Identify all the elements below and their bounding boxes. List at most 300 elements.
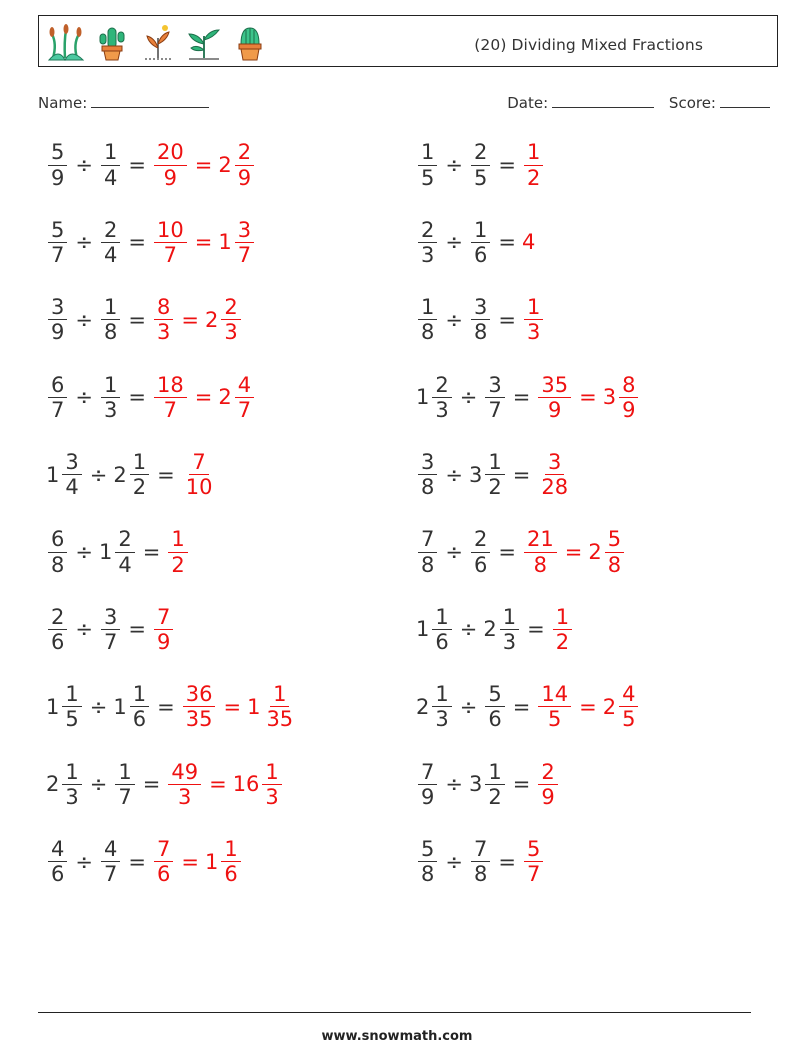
denominator: 8 — [421, 862, 435, 887]
flower-sprout-icon — [137, 22, 179, 62]
denominator: 9 — [548, 397, 562, 422]
fraction — [485, 761, 504, 808]
numerator: 8 — [619, 374, 638, 398]
footer-divider — [38, 1012, 751, 1013]
numerator: 1 — [62, 761, 81, 785]
problem-15 — [46, 677, 298, 737]
divide-sign: ÷ — [75, 385, 93, 410]
whole-number: 3 — [468, 772, 483, 797]
equals-sign: = — [142, 772, 161, 797]
denominator: 35 — [266, 707, 294, 732]
fraction — [101, 219, 120, 266]
numerator: 3 — [62, 451, 81, 475]
equals-sign: = — [128, 307, 146, 332]
numerator: 2 — [101, 219, 120, 243]
denominator: 3 — [224, 320, 238, 345]
fraction — [471, 219, 490, 266]
integer-value: 4 — [521, 230, 536, 255]
name-blank[interactable] — [91, 94, 209, 108]
denominator: 6 — [473, 552, 488, 577]
answer — [152, 219, 256, 266]
fraction — [101, 141, 120, 188]
denominator: 10 — [185, 475, 213, 500]
numerator: 6 — [48, 528, 67, 552]
denominator: 4 — [65, 475, 79, 500]
denominator: 7 — [526, 862, 541, 887]
fraction — [553, 606, 572, 653]
answer — [522, 838, 545, 885]
equals-sign: = — [223, 694, 242, 719]
numerator: 1 — [270, 683, 289, 707]
divide-sign: ÷ — [75, 307, 93, 332]
denominator: 9 — [622, 397, 636, 422]
equals-sign: = — [527, 617, 545, 642]
plant-icons — [45, 22, 271, 62]
numerator: 1 — [221, 838, 240, 862]
problem-17 — [46, 754, 284, 814]
denominator: 7 — [163, 242, 178, 267]
problem-7 — [46, 367, 256, 427]
whole-number: 2 — [483, 617, 497, 642]
whole-number: 1 — [416, 617, 430, 642]
equals-sign: = — [194, 153, 213, 177]
cattail-plant-icon — [45, 22, 87, 62]
fraction — [619, 374, 638, 421]
denominator: 3 — [502, 629, 517, 654]
fraction — [471, 838, 490, 885]
numerator: 1 — [500, 606, 519, 630]
denominator: 9 — [237, 165, 252, 190]
divide-sign: ÷ — [89, 772, 108, 797]
fraction — [500, 606, 519, 653]
numerator: 1 — [168, 528, 187, 552]
divide-sign: ÷ — [75, 849, 93, 874]
denominator: 6 — [488, 707, 502, 732]
potted-cactus-icon — [229, 22, 271, 62]
numerator: 35 — [538, 374, 571, 398]
denominator: 8 — [103, 320, 118, 345]
fraction — [235, 374, 254, 421]
equals-sign: = — [498, 230, 516, 255]
denominator: 8 — [473, 320, 488, 345]
fraction — [115, 528, 134, 575]
problem-19 — [46, 832, 243, 892]
problem-14 — [416, 599, 574, 659]
problem-11 — [46, 522, 190, 582]
answer — [536, 683, 640, 730]
denominator: 9 — [421, 784, 435, 809]
whole-number: 2 — [588, 540, 602, 564]
numerator: 6 — [48, 374, 67, 398]
problem-20 — [416, 832, 545, 892]
problem-4 — [416, 212, 536, 272]
divide-sign: ÷ — [75, 540, 93, 564]
numerator: 1 — [485, 451, 504, 475]
divide-sign: ÷ — [445, 462, 463, 487]
date-blank[interactable] — [552, 94, 654, 108]
equals-sign: = — [142, 540, 161, 564]
equals-sign: = — [512, 462, 531, 487]
numerator: 4 — [235, 374, 254, 398]
problem-9 — [46, 445, 217, 505]
equals-sign: = — [579, 694, 597, 719]
equals-sign: = — [579, 385, 597, 410]
fraction — [154, 296, 173, 343]
equals-sign: = — [498, 540, 516, 564]
denominator: 2 — [488, 475, 502, 500]
numerator: 4 — [48, 838, 67, 862]
numerator: 1 — [432, 606, 451, 630]
whole-number: 3 — [468, 462, 483, 487]
fraction — [48, 528, 67, 575]
denominator: 9 — [156, 629, 171, 654]
fraction — [48, 374, 67, 421]
whole-number: 2 — [218, 153, 232, 177]
problem-12 — [416, 522, 626, 582]
numerator: 1 — [101, 374, 120, 398]
denominator: 7 — [103, 862, 118, 887]
answer — [522, 296, 545, 343]
score-blank[interactable] — [720, 94, 770, 108]
denominator: 4 — [118, 552, 132, 577]
whole-number: 16 — [232, 772, 260, 797]
fraction — [154, 219, 187, 266]
fraction — [485, 451, 504, 498]
numerator: 4 — [619, 683, 638, 707]
fraction — [101, 606, 120, 653]
equals-sign: = — [564, 540, 583, 564]
denominator: 8 — [533, 552, 548, 577]
numerator: 3 — [418, 451, 437, 475]
denominator: 7 — [237, 242, 252, 267]
numerator: 7 — [418, 528, 437, 552]
score-label: Score: — [668, 94, 716, 112]
equals-sign: = — [157, 694, 175, 719]
fraction — [418, 761, 437, 808]
answer — [522, 230, 536, 254]
denominator: 8 — [421, 320, 435, 345]
denominator: 5 — [548, 707, 562, 732]
numerator: 2 — [471, 528, 490, 552]
numerator: 1 — [101, 296, 120, 320]
denominator: 3 — [103, 397, 118, 422]
denominator: 6 — [132, 707, 147, 732]
fraction — [524, 296, 543, 343]
fraction — [183, 451, 216, 498]
denominator: 7 — [488, 397, 502, 422]
numerator: 1 — [524, 296, 543, 320]
divide-sign: ÷ — [445, 307, 463, 332]
footer-url: www.snowmath.com — [321, 1029, 473, 1044]
fraction — [262, 761, 281, 808]
denominator: 7 — [103, 629, 118, 654]
numerator: 2 — [48, 606, 67, 630]
numerator: 3 — [485, 374, 504, 398]
denominator: 6 — [51, 629, 65, 654]
whole-number: 2 — [204, 307, 219, 332]
numerator: 5 — [485, 683, 504, 707]
denominator: 2 — [171, 552, 185, 577]
whole-number: 1 — [98, 540, 113, 564]
denominator: 9 — [541, 784, 555, 809]
numerator: 20 — [154, 141, 187, 165]
numerator: 8 — [154, 296, 173, 320]
fraction — [524, 141, 543, 188]
fraction — [62, 683, 81, 730]
numerator: 3 — [101, 606, 120, 630]
divide-sign: ÷ — [445, 230, 463, 255]
divide-sign: ÷ — [459, 385, 478, 410]
fraction — [418, 219, 437, 266]
numerator: 10 — [154, 219, 187, 243]
denominator: 7 — [237, 397, 252, 422]
denominator: 7 — [51, 242, 65, 267]
equals-sign: = — [498, 153, 516, 177]
fraction — [154, 374, 187, 421]
denominator: 8 — [421, 475, 435, 500]
divide-sign: ÷ — [75, 153, 93, 177]
denominator: 3 — [265, 784, 279, 809]
numerator: 2 — [471, 141, 490, 165]
fraction — [432, 606, 451, 653]
numerator: 5 — [48, 219, 67, 243]
numerator: 7 — [154, 606, 173, 630]
numerator: 2 — [418, 219, 437, 243]
denominator: 6 — [224, 862, 238, 887]
whole-number: 1 — [204, 849, 219, 874]
fraction — [48, 141, 67, 188]
fraction — [485, 374, 504, 421]
fraction — [538, 683, 571, 730]
equals-sign: = — [498, 849, 516, 874]
denominator: 2 — [526, 165, 541, 190]
fraction — [183, 683, 216, 730]
answer — [152, 838, 243, 885]
fraction — [471, 528, 490, 575]
fraction — [432, 683, 451, 730]
numerator: 7 — [418, 761, 437, 785]
equals-sign: = — [128, 385, 146, 410]
numerator: 5 — [418, 838, 437, 862]
denominator: 2 — [555, 629, 570, 654]
whole-number: 1 — [113, 694, 127, 719]
fraction — [221, 296, 240, 343]
equals-sign: = — [498, 307, 516, 332]
equals-sign: = — [157, 462, 175, 487]
equals-sign: = — [209, 772, 227, 797]
answer — [152, 374, 256, 421]
whole-number: 2 — [218, 385, 232, 410]
denominator: 35 — [185, 707, 213, 732]
fraction — [235, 219, 254, 266]
numerator: 1 — [262, 761, 281, 785]
fraction — [605, 528, 624, 575]
problem-18 — [416, 754, 560, 814]
answer — [522, 141, 545, 188]
problem-8 — [416, 367, 640, 427]
denominator: 4 — [103, 165, 118, 190]
cactus-pot-icon — [91, 22, 133, 62]
numerator: 1 — [62, 683, 81, 707]
whole-number: 1 — [46, 462, 60, 487]
denominator: 5 — [622, 707, 636, 732]
problem-10 — [416, 445, 573, 505]
denominator: 3 — [421, 242, 435, 267]
fraction — [221, 838, 240, 885]
denominator: 7 — [118, 784, 132, 809]
denominator: 3 — [156, 320, 171, 345]
equals-sign: = — [512, 772, 531, 797]
fraction — [168, 761, 201, 808]
numerator: 7 — [471, 838, 490, 862]
denominator: 9 — [163, 165, 178, 190]
answer — [536, 374, 640, 421]
divide-sign: ÷ — [459, 694, 478, 719]
fraction — [418, 141, 437, 188]
fraction — [485, 683, 504, 730]
denominator: 2 — [132, 475, 147, 500]
answer — [166, 761, 283, 808]
divide-sign: ÷ — [445, 772, 463, 797]
denominator: 3 — [435, 707, 449, 732]
denominator: 3 — [65, 784, 79, 809]
fraction — [48, 838, 67, 885]
answer — [166, 528, 189, 575]
fraction — [101, 374, 120, 421]
denominator: 7 — [163, 397, 178, 422]
whole-number: 1 — [416, 385, 430, 410]
numerator: 7 — [154, 838, 173, 862]
whole-number: 3 — [602, 385, 617, 410]
fraction — [418, 296, 437, 343]
numerator: 36 — [183, 683, 216, 707]
numerator: 7 — [189, 451, 208, 475]
numerator: 5 — [48, 141, 67, 165]
fraction — [101, 838, 120, 885]
fraction — [115, 761, 134, 808]
answer — [536, 761, 559, 808]
denominator: 8 — [607, 552, 622, 577]
fraction — [48, 219, 67, 266]
problem-2 — [416, 135, 545, 195]
whole-number: 2 — [416, 694, 430, 719]
divide-sign: ÷ — [445, 849, 463, 874]
equals-sign: = — [181, 849, 199, 874]
fraction — [471, 296, 490, 343]
numerator: 3 — [471, 296, 490, 320]
header-box — [38, 15, 778, 67]
equals-sign: = — [512, 694, 531, 719]
denominator: 9 — [51, 165, 65, 190]
whole-number: 2 — [46, 772, 60, 797]
fraction — [471, 141, 490, 188]
divide-sign: ÷ — [89, 694, 108, 719]
numerator: 1 — [524, 141, 543, 165]
fraction — [619, 683, 638, 730]
numerator: 49 — [168, 761, 201, 785]
numerator: 1 — [130, 451, 149, 475]
problem-16 — [416, 677, 640, 737]
divide-sign: ÷ — [445, 153, 463, 177]
fraction — [235, 141, 254, 188]
name-field[interactable] — [38, 94, 209, 112]
equals-sign: = — [128, 153, 146, 177]
fraction — [432, 374, 451, 421]
problem-1 — [46, 135, 256, 195]
whole-number: 2 — [113, 462, 127, 487]
fraction — [168, 528, 187, 575]
denominator: 6 — [435, 629, 449, 654]
numerator: 2 — [115, 528, 134, 552]
answer — [152, 606, 175, 653]
fraction — [538, 451, 571, 498]
numerator: 1 — [432, 683, 451, 707]
numerator: 1 — [101, 141, 120, 165]
numerator: 1 — [471, 219, 490, 243]
denominator: 8 — [421, 552, 435, 577]
answer — [152, 296, 243, 343]
fraction — [538, 374, 571, 421]
denominator: 6 — [156, 862, 171, 887]
numerator: 2 — [538, 761, 557, 785]
date-score-fields — [507, 94, 770, 112]
denominator: 6 — [473, 242, 488, 267]
numerator: 3 — [545, 451, 564, 475]
fraction — [418, 838, 437, 885]
name-label: Name: — [38, 94, 88, 112]
worksheet-title: (20) Dividing Mixed Fractions — [474, 36, 703, 54]
numerator: 21 — [524, 528, 557, 552]
equals-sign: = — [128, 230, 146, 255]
numerator: 1 — [485, 761, 504, 785]
equals-sign: = — [128, 617, 146, 642]
denominator: 6 — [51, 862, 65, 887]
denominator: 3 — [435, 397, 449, 422]
answer — [152, 141, 256, 188]
whole-number: 2 — [602, 694, 617, 719]
numerator: 4 — [101, 838, 120, 862]
fraction — [154, 838, 173, 885]
seedling-icon — [183, 22, 225, 62]
numerator: 18 — [154, 374, 187, 398]
fraction — [263, 683, 296, 730]
divide-sign: ÷ — [75, 617, 93, 642]
fraction — [154, 606, 173, 653]
numerator: 2 — [235, 141, 254, 165]
equals-sign: = — [512, 385, 531, 410]
divide-sign: ÷ — [89, 462, 108, 487]
whole-number: 1 — [247, 694, 261, 719]
answer — [536, 451, 573, 498]
equals-sign: = — [194, 385, 213, 410]
denominator: 7 — [51, 397, 65, 422]
fraction — [538, 761, 557, 808]
problem-6 — [416, 290, 545, 350]
fraction — [62, 761, 81, 808]
fraction — [130, 451, 149, 498]
denominator: 4 — [103, 242, 118, 267]
fraction — [62, 451, 81, 498]
numerator: 1 — [553, 606, 572, 630]
divide-sign: ÷ — [75, 230, 93, 255]
divide-sign: ÷ — [445, 540, 463, 564]
denominator: 8 — [51, 552, 65, 577]
numerator: 1 — [418, 296, 437, 320]
denominator: 9 — [51, 320, 65, 345]
denominator: 5 — [65, 707, 79, 732]
divide-sign: ÷ — [459, 617, 478, 642]
denominator: 5 — [421, 165, 435, 190]
